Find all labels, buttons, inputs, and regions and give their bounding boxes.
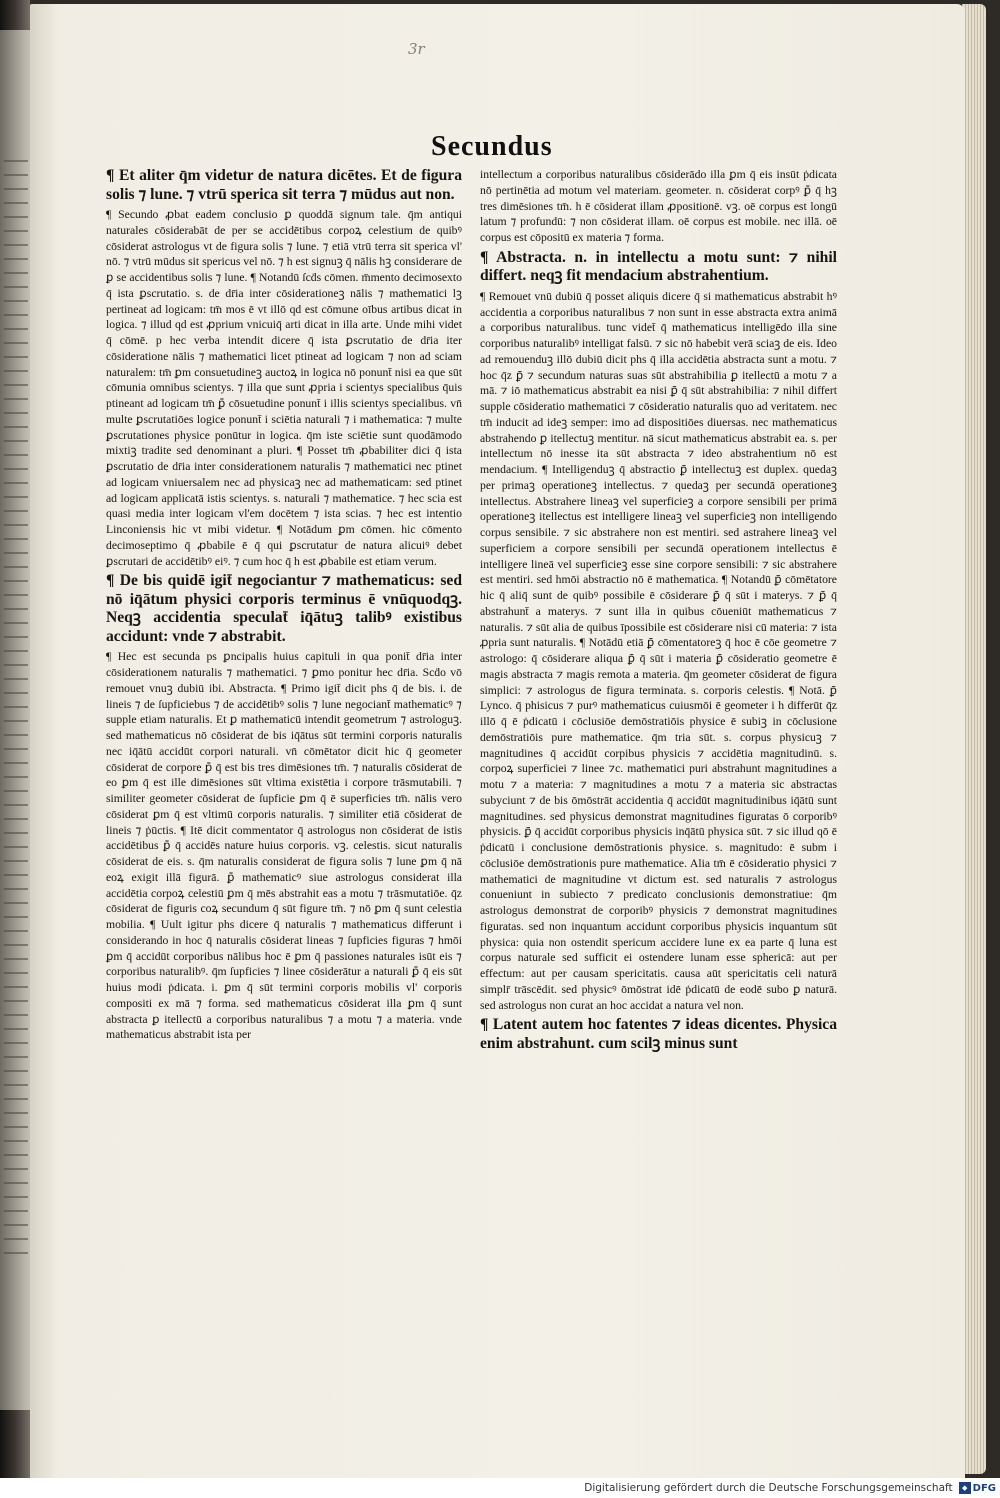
page (30, 4, 965, 1484)
footer-bar (0, 1478, 1000, 1498)
left-commentary-paragraph: ¶ Secundo ꝓbat eadem conclusio ꝑ quoddā signum tale. q̄m antiqui naturales cōsiderabāt de per se accidētibus corpoꝝ celestium de quibꝰ cōsiderat astrologus vt de figura solis ⁊ lune. ⁊ etiā vtrū terra sit sperica vl' nō. ⁊ vtrū mūdus sit spericus vel nō. ⁊ h est signuꝫ q̄ nālis hꝫ considerare de ꝑ se accidentibus solis ⁊ lune. ¶ Notandū ſcḋs cōmen. m̄mento decimosexto q̄ ista ꝑscrutatio. s. de dr̄ia inter cōsiderationeꝫ nālis ⁊ mathematici lꝫ pertineat ad logicam: tm̄ mos ē vt illō qd est cōmune oībus artibus dicat in logica. ⁊ illud qd est ꝓprium vnicuiq̄ arti dicat in illa arte. Unde mihi videt q̄ cōmē. p hec verba intendit dicere q̄ ista ꝑscrutatio de dr̄ia iter cōsideratione nālis ⁊ mathematici licet ptineat ad logicam ⁊ non ad sciam naturalem: tm̄ ꝑm consuetudineꝫ auctoꝝ in logica nō ponunt̄ nisi ea que sūt cōmunia omnibus scientys. ⁊ illa que sunt ꝓpria i scientys specialibus q̄uis ptineant ad logicam tm̄ ꝑ̄ cōsuetudine ponunt̄ i illis scientys specialibus. vn̄ multe ꝑscrutatiōes logice ponunt̄ i sciētia naturali ⁊ i mathematica: ⁊ multe ꝑscrutationes physice ponūtur in logica. q̄m iste sciētie sunt quodāmodo mixtiꝫ tradite sed denominant a pluri. ¶ Posset tm̄ ꝓbabiliter dici q̄ ista ꝑscrutatio de dr̄ia inter considerationem naturalis ⁊ mathematici nec ptinet ad logicam vniuersalem nec ad physicaꝫ nec ad mathematicam: sed ptinet ad logicam applicatā istis scientys. s. naturali ⁊ mathematice. ⁊ hec scia est quasi media inter logicam vl'em docētem ⁊ ista scias. ⁊ hec est intentio Linconiensis hic vt mibi videtur. ¶ Notādum ꝑm cōmen. hic cōmento decimoseptimo q̄ ꝓbabile ē q̄ qui ꝑscrutatur de natura alicuiꝰ debet ꝑscrutari de accidētibꝰ eiꝰ. ⁊ cum hoc q̄ h est ꝓbabile est etiam verum. (106, 208, 462, 568)
right-commentary-paragraph: intellectum a corporibus naturalibus cōsiderādo illa ꝑm q̄ eis insūt ṗdicata nō pertinētia ad motum vel materiam. geometer. n. cōsiderat corpꝰ ꝑ̄ q̄ hꝫ tres dimēsiones tm̄. h ē cōsiderat illam ꝓpositionē. vꝫ. oē corpus est longū latum ⁊ profundū: ⁊ non cōsiderat illam. oē corpus est mobile. nec illā. oē corpus est cōpositū ex materia ⁊ forma. (480, 168, 837, 244)
facing-page-text (4, 160, 28, 1260)
folio-number: 3r (408, 40, 425, 58)
right-lemma-paragraph: ¶ Abstracta. n. in intellectu a motu sunt: ⁊ nihil differt. neqꝫ fit mendacium abstrahentium. (480, 248, 837, 285)
text-column-right (480, 167, 837, 1056)
right-commentary-paragraph: ¶ Remouet vnū dubiū q̄ posset aliquis dicere q̄ si mathematicus abstrabit hꝰ accidentia a corporibus naturalibus ⁊ non sunt in esse abstracta extra animā a corporibus naturalibus. tunc videt̄ q̄ mathematicus intelligēdo illa sine corporibus naturalibꝰ intelligat falsū. ⁊ sic nō habebit verā sciaꝫ de eis. Ideo ad remouenduꝫ illō dubiū dicit phs q̄ illa accidētia abstracta sunt a motu. ⁊ hoc q̄z ꝑ̄ ⁊ secundum naturas suas sūt abstrahibilia ꝑ itellectū a motu ⁊ a mā. ⁊ iō mathematicus abstrabit ea nisi ꝑ̄ q̄ sūt abstrahibilia: ⁊ nihil differt supple cōsideratio mathematici ⁊ cōsideratio naturalis quo ad veritatem. nec tm̄ inducit ad ideꝫ semper: imo ad dispositiōes diuersas. nec mathematicus abstrahendo ꝑ itellectuꝫ mentitur. nā sicut mathematicus abstrabit ea. s. per intellectum nō inesse ita sūt abstracta ⁊ ideo abstrahentium nō est mendacium. ¶ Intelligenduꝫ q̄ abstractio ꝑ̄ intellectuꝫ est duplex. quedaꝫ per primaꝫ operationeꝫ intellectus. ⁊ quedaꝫ per secundā operationeꝫ intellectus. Abstrahere lineaꝫ vel superficieꝫ a corpore sensibili per primā operationeꝫ itellectus est intelligere lineaꝫ vel superficieꝫ non intelligendo corpus sensibile. ⁊ sic abstrahere non est mentiri. sed astrahere lineaꝫ vel superficiem a corpore sensibili per secundā operationem intellectus ē intelligere lineā vel superficieꝫ esse sine corpore sensibili: ⁊ sic abstrahere est mentiri. sed hmōi abstractio nō ē mathematica. ¶ Notandū ꝑ̄ cōmētatore hic q̄ aliq̄ sunt de quibꝰ possibile ē cōsiderare ꝑ̄ q̄ sūt i materys. ⁊ ꝑ̄ q̄ abstrahunt̄ a materys. ⁊ sunt illa in quibus cōueniūt mathematicus ⁊ naturalis. ⁊ sūt alia de quibus īpossibile est cōsiderare nisi cū materia: ⁊ ista ꝓpria sunt naturalis. ¶ Notādū etiā ꝑ̄ cōmentatoreꝫ q̄ hoc ē cōe geometre ⁊ astrologo: q̄ cōsiderare aliqua ꝑ̄ q̄ sūt i materia ꝑ̄ cōsideratio geometre ē magis abstracta ⁊ magis remota a materia. q̄m geometer cōsiderat de figura simplici: ⁊ astrologus de figura terminata. s. corporis celestis. ¶ Notā. ꝑ̄ Lynco. q̄ phisicus ⁊ purꝰ mathematicus cuiusmōi ē geometer i h differūt q̄z illō q̄ ē ṗdicatū i cōclusiōe demōstratiōis physice ē subiꝫ in cōclusione demōstratiōis pure mathematice. q̄m tria sūt. s. corpus physicuꝫ ⁊ magnitudines q̄ accidūt corpibus physicis ⁊ accidētia magnitudinū. s. corpoꝝ superficiei ⁊ linee ⁊c. mathematici puri abstrahunt magnitudines a motu ⁊ a materia: ⁊ magnitudines a motu ⁊ a materia sic abstractas subyciunt ⁊ de bis ōmōstrāt accidentia q̄ accidūt magnitudinibus iq̄ātū sunt magnitudines. sed physicus demonstrat magnitudines figuratas ō corporibꝰ physicis. ꝑ̄ q̄ accidūt corporibus physicis inq̄ātū physica sūt. ⁊ sic illud qō ē ṗdicatū i conclusione demōstrationis physice. s. magnitudo: ē subm i cōclusiōe demōstrationis pure mathematice. Alia tm̄ ē cōsideratio physici ⁊ mathematici de magnitudine vt dictum est. sed naturalis ⁊ astrologus conueniunt in subiecto ⁊ predicato conclusionis demonstratiue: q̄m astrologus demonstrat de corporibꝰ physicis ⁊ demonstrat magnitudines figuratas. sed non inquantum accidunt corporibus physicis inquantum sūt physica: quia non ostendit spericum accidere lune ex ea parte q̄ luna est corpus naturale sed sufficit ei ostendere lunam esse sphericā: aut per effectum: aut per causam spericitatis. causa aūt spericitatis celi naturā simplr̄ trāscēdit. sed physicꝰ ōmōstrat idē ṗdicatū de eodē subo ꝑ naturā. sed astrologus non curat an hoc accidat a natura vel non. (480, 289, 837, 1012)
left-lemma-paragraph: ¶ De bis quidē igit̄ negociantur ⁊ mathematicus: sed nō iq̄ātum physici corporis terminus ē vnūquodqꝫ. Neqꝫ accidentia speculat̄ iq̄ātuꝫ talibꝰ existibus accidunt: vnde ⁊ abstrabit. (106, 572, 462, 645)
page-block-edge (962, 4, 986, 1474)
dfg-logo-text: DFG (972, 1482, 996, 1494)
text-column-left (106, 167, 462, 1046)
right-lemma-paragraph: ¶ Latent autem hoc fatentes ⁊ ideas dicentes. Physica enim abstrahunt. cum scilꝫ minus sunt (480, 1016, 837, 1052)
facing-page-edge (0, 30, 34, 1410)
left-lemma-paragraph: ¶ Et aliter q̄m videtur de natura dicētes. Et de figura solis ⁊ lune. ⁊ vtrū sperica sit terra ⁊ mūdus aut non. (106, 167, 462, 203)
dfg-logo (959, 1482, 996, 1494)
funding-credit: Digitalisierung gefördert durch die Deutsche Forschungsgemeinschaft (584, 1482, 953, 1494)
running-head: Secundus (431, 131, 553, 162)
left-commentary-paragraph: ¶ Hec est secunda ps ꝑncipalis huius capituli in qua ponit̄ dr̄ia inter cōsiderationem naturalis ⁊ mathematici. ⁊ ꝑmo ponitur hec dr̄ia. Scḋo vō remouet vnuꝫ dubiū ibi. Abstracta. ¶ Primo igit̄ dicit phs q̄ de bis. i. de lineis ⁊ de ſupficiebus ⁊ de accidētibꝰ solis ⁊ lune negociant̄ mathematicꝰ ⁊ supple etiam naturalis. Et ꝑ mathematicū intendit geometrum ⁊ astrologuꝫ. sed mathematicus nō cōsiderat de bis iq̄ātus sūt termini corporis naturalis nec iq̄ātū accidūt corpori naturali. vn̄ cōmētator dicit hic q̄ geometer cōsiderat de corpore ꝑ̄ q̄ est bis tres dimēsiones tm̄. ⁊ naturalis cōsiderat de eo ꝑm q̄ est ille dimēsiones sūt vltima existētia i corpore trāsmutabili. ⁊ similiter geometer cōsiderat de ſupficie ꝑm q̄ ē superficies tm̄. nālis vero cōsiderat ꝑm q̄ est vltimū corporis naturalis. ⁊ similiter etiā cōsiderat de lineis ⁊ ṗūctis. ¶ Itē dicit commentator q̄ astrologus non cōsiderat de istis accidētibus ꝑ̄ q̄ accidēs nature huius corporis. vꝫ. celestis. sicut naturalis cōsiderat de eis. s. q̄m naturalis considerat de figura solis ⁊ lune ꝑm q̄ nā eoꝝ exigit illā figurā. ꝑ̄ mathematicꝰ siue astrologus considerat illa accidētia corpoꝝ celestiū ꝑm q̄ mēs abstrahit eas a motu ⁊ trāsmutatiōe. q̄z cōsiderat de figuris coꝝ secundum q̄ sūt figure tm̄. ⁊ nō ꝑm q̄ sunt celestia mobilia. ¶ Uult igitur phs dicere q̄ naturalis ⁊ mathematicus differunt i considerando in hoc q̄ naturalis cōsiderat lineas ⁊ ſupficies figuras ⁊ hmōi ꝑm q̄ accidūt corporibus nālibus hoc ē ꝑm q̄ passiones naturales isūt eis ⁊ corporibus naturalibꝰ. q̄m ſupficies ⁊ linee cōsiderātur a naturali ꝑ̄ q̄ eis sūt huius modi ṗdicata. i. ꝑm q̄ sūt termini corporis mobilis vl' corporis compositi ex mā ⁊ forma. sed mathematicus cōsiderat illa ꝑm q̄ sunt abstracta ꝑ itellectū a corporibus naturalibus ⁊ a motu ⁊ a materia. vnde mathematicus abstrabit ista per (106, 650, 462, 1042)
dfg-logo-icon: ◆ (959, 1482, 971, 1494)
